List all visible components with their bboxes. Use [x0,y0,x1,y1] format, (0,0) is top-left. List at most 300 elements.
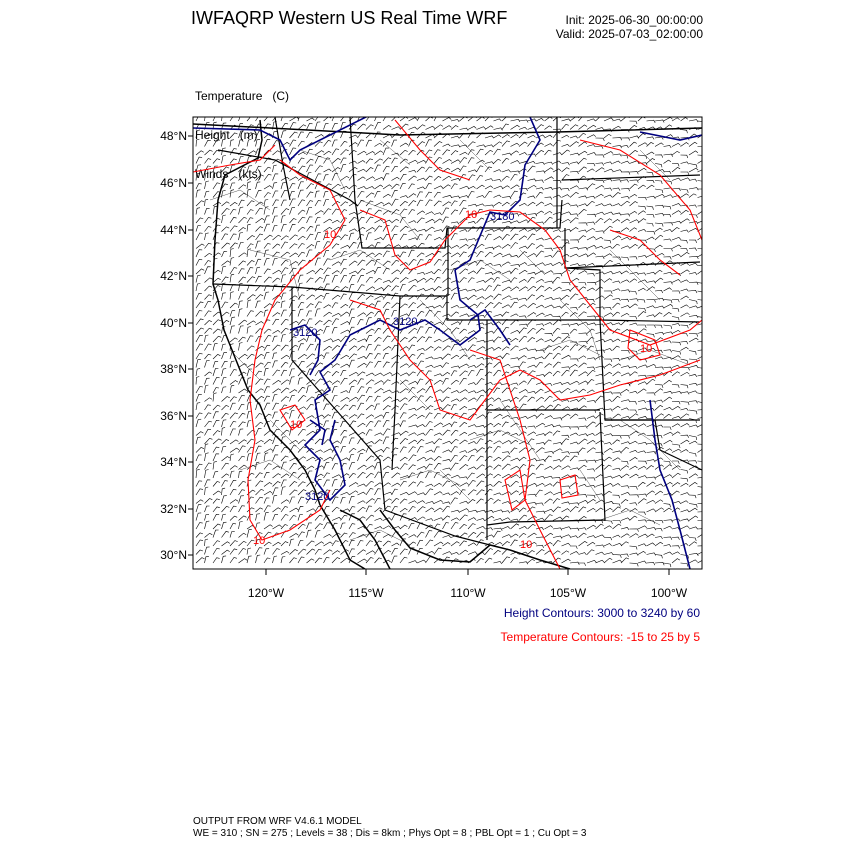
wind-barb [630,474,639,478]
wind-barb [213,454,219,461]
wind-barb [672,508,680,512]
wind-barb [596,163,604,166]
wind-barb [485,466,492,470]
wind-barb [400,389,408,393]
wind-barb [230,217,237,223]
wind-barb [417,160,426,163]
wind-barb [417,472,423,478]
wind-barb [553,320,561,325]
wind-barb [409,337,417,342]
wind-barb [596,256,605,259]
wind-barb [375,381,384,385]
wind-barb [536,550,544,555]
wind-barb [587,367,595,370]
wind-barb [349,438,354,444]
wind-barb [366,228,375,232]
wind-barb [468,383,476,385]
wind-barb [332,209,339,215]
wind-barb [596,414,604,419]
wind-barb [213,393,217,402]
wind-barb [502,305,510,308]
wind-barb [689,188,698,191]
wind-barb [545,177,554,181]
wind-barb [630,125,638,129]
wind-barb [630,150,638,155]
wind-barb [579,312,587,317]
wind-barb [196,157,202,163]
wind-barb [528,234,536,240]
wind-barb [681,368,690,371]
wind-barb [358,285,365,291]
wind-barb [647,159,655,164]
wind-barb [383,380,391,385]
wind-barb [519,562,528,565]
wind-barb [621,416,630,418]
wind-barb [536,286,544,291]
wind-barb [579,297,588,299]
wind-barb [451,196,460,199]
wind-barb [290,199,296,206]
wind-barb [315,466,324,470]
wind-barb [621,145,629,148]
wind-barb [451,253,460,257]
wind-barb [579,460,588,463]
wind-barb [341,364,350,367]
wind-barb [196,513,201,521]
wind-barb [256,227,263,232]
wind-barb [400,413,406,419]
wind-barb [264,396,270,401]
wind-barb [298,440,306,444]
wind-barb [247,244,254,249]
wind-barb [528,229,537,232]
wind-barb [587,560,596,563]
wind-barb [383,286,391,292]
wind-barb [528,272,537,275]
wind-barb [604,195,612,198]
wind-barb [332,244,339,249]
wind-barb [256,489,264,495]
wind-barb [290,208,296,215]
wind-barb [477,145,486,148]
wind-barb [332,140,338,147]
wind-barb [392,515,398,521]
wind-barb [409,507,416,513]
wind-barb [256,548,263,555]
wind-barb [341,421,346,427]
wind-barb [409,221,417,223]
wind-barb [247,218,253,223]
wind-barb [647,120,656,123]
wind-barb [604,246,612,248]
wind-barb [681,408,689,410]
wind-barb [273,380,281,384]
wind-barb [451,455,458,461]
wind-barb [341,391,349,393]
wind-barb [494,457,502,461]
wind-barb [298,354,307,359]
wind-barb [196,226,201,232]
wind-barb [298,473,305,478]
wind-barb [298,378,303,385]
wind-barb [536,118,544,121]
wind-barb [205,438,213,444]
wind-barb [511,519,519,522]
wind-barb [349,229,357,232]
wind-barb [332,441,340,444]
wind-barb [468,391,476,393]
wind-barb [349,233,354,240]
wind-barb [579,271,588,274]
wind-barb [298,344,304,351]
wind-barb [281,293,286,300]
wind-barb [545,492,553,495]
wind-barb [494,550,501,554]
wind-barb [332,558,340,563]
wind-barb [638,375,647,378]
wind-barb [434,439,442,444]
wind-barb [315,211,324,215]
wind-barb [383,166,390,172]
wind-barb [434,508,443,512]
wind-barb [273,151,281,155]
wind-barb [596,440,604,444]
wind-barb [494,149,501,155]
wind-barb [392,433,401,436]
wind-barb [366,125,374,130]
wind-barb [613,236,622,240]
wind-barb [570,323,579,325]
wind-barb [672,372,680,376]
wind-barb [545,248,553,251]
wind-barb [205,521,210,529]
wind-barb [553,371,560,376]
wind-barb [511,448,518,453]
wind-barb [613,323,621,325]
wind-barb [324,191,329,197]
wind-barb [553,536,562,539]
wind-barb [375,202,384,206]
wind-barb [247,346,255,351]
wind-barb [613,468,621,471]
wind-barb [375,415,384,419]
wind-barb [604,349,612,351]
wind-barb [230,234,237,240]
wind-barb [485,404,493,410]
wind-barb [698,317,705,321]
wind-barb [502,364,510,367]
wind-barb [511,383,519,386]
wind-barb [613,372,621,376]
wind-barb [664,249,673,252]
wind-barb [579,528,587,531]
wind-barb [587,153,596,156]
wind-barb [655,235,663,240]
wind-barb [621,500,628,504]
wind-barb [485,363,492,368]
wind-barb [443,346,451,351]
wind-barb [315,531,320,538]
wind-barb [553,316,561,319]
wind-barb [570,218,579,223]
wind-barb [341,245,350,248]
wind-barb [239,185,247,189]
wind-barb [536,448,545,453]
wind-barb [375,396,381,401]
wind-barb [477,364,485,368]
wind-barb [451,305,459,308]
wind-barb [256,116,263,121]
wind-barb [664,397,672,401]
wind-barb [315,151,324,155]
wind-barb [222,522,227,529]
wind-barb [451,405,457,410]
wind-barb [392,219,399,223]
wind-barb [570,427,579,430]
wind-barb [213,378,220,385]
wind-barb [519,133,527,138]
wind-barb [681,280,689,283]
wind-barb [341,447,346,453]
wind-barb [375,527,383,530]
wind-barb [451,210,458,215]
wind-barb [647,215,655,218]
wind-barb [417,361,424,368]
wind-barb [205,453,209,461]
wind-barb [222,132,227,138]
wind-barb [485,447,492,453]
wind-barb [392,199,399,206]
wind-barb [587,495,595,498]
wind-barb [239,242,244,248]
wind-barb [570,180,579,183]
wind-barb [681,372,690,376]
wind-barb [545,515,553,521]
wind-barb [579,465,587,469]
wind-barb [239,309,243,317]
wind-barb [689,553,698,556]
wind-barb [375,483,383,487]
wind-barb [366,362,373,368]
wind-barb [205,199,209,206]
wind-barb [672,291,680,294]
wind-barb [434,237,442,240]
wind-barb [681,501,689,504]
wind-barb [655,520,663,523]
wind-barb [400,499,407,504]
wind-barb [604,544,612,547]
wind-barb [239,496,244,504]
wind-barb [570,329,577,333]
longitude-labels [248,586,688,600]
wind-barb [638,461,647,464]
wind-barb [672,228,680,232]
wind-barb [630,529,639,532]
wind-barb [553,337,561,342]
wind-barb [579,230,587,233]
wind-barb [613,119,622,121]
wind-barb [655,385,663,388]
wind-barb [205,233,209,240]
wind-barb [358,275,365,282]
wind-barb [468,510,477,513]
wind-barb [443,363,450,368]
wind-barb [672,365,680,367]
wind-barb [511,320,519,325]
wind-barb [434,518,443,521]
wind-barb [587,433,595,435]
wind-barb [324,219,333,223]
wind-barb [536,279,544,282]
wind-barb [281,268,288,274]
wind-barb [502,141,510,147]
wind-barb [596,146,604,149]
wind-barb [511,171,520,174]
wind-barb [528,244,535,249]
wind-barb [485,234,492,240]
wind-barb [647,137,655,140]
wind-barb [596,535,605,538]
state-boundaries [213,117,702,545]
wind-barb [468,186,476,189]
wind-barb [358,124,366,130]
wind-barb [477,465,485,470]
wind-barb [222,457,230,462]
wind-barb [434,365,443,367]
wind-barb [273,183,278,189]
wind-barb [383,526,391,529]
wind-barb [366,405,374,410]
wind-barb [426,502,435,504]
wind-barb [264,506,271,512]
wind-barb [485,516,494,520]
wind-barb [621,358,630,361]
wind-barb [477,166,484,172]
wind-barb [332,303,338,308]
wind-barb [281,474,289,478]
wind-barb [681,385,689,389]
wind-barb [587,299,594,302]
wind-barb [562,367,571,370]
wind-barb [587,288,595,291]
wind-barb [681,347,689,350]
wind-barb [366,473,374,478]
wind-barb [400,557,407,563]
wind-barb [485,145,493,147]
wind-barb [281,362,288,367]
wind-barb [485,205,494,208]
wind-barb [400,143,408,146]
wind-barb [256,218,265,223]
wind-barb [358,559,367,563]
wind-barb [281,224,287,231]
wind-barb [273,389,281,393]
wind-barb [630,563,639,566]
wind-barb [638,526,647,529]
wind-barb [468,289,476,291]
wind-barb [239,326,244,334]
wind-barb [273,319,280,325]
wind-barb [689,256,698,259]
wind-barb [613,451,622,454]
wind-barb [426,472,432,478]
wind-barb [621,558,629,563]
wind-barb [230,516,237,520]
wind-barb [196,233,203,240]
wind-barb [460,244,469,248]
wind-barb [638,534,647,537]
wind-barb [604,526,612,529]
wind-barb [230,471,234,478]
wind-barb [196,377,199,385]
wind-barb [324,346,332,350]
wind-barb [247,182,251,189]
wind-barb [485,150,493,155]
wind-barb [256,523,261,529]
wind-barb [222,261,231,266]
wind-barb [264,345,270,350]
wind-barb [613,484,621,487]
wind-barb [332,364,340,368]
wind-barb [264,277,272,283]
wind-barb [511,366,520,369]
wind-barb [409,465,416,470]
wind-barb [528,185,537,189]
wind-barb [426,126,435,129]
wind-barb [307,549,316,555]
wind-barb [528,196,536,199]
wind-barb [587,274,595,277]
wind-barb [409,250,415,257]
wind-barb [630,291,637,295]
wind-barb [443,430,451,436]
wind-barb [375,518,383,520]
wind-barb [562,289,571,292]
wind-barb [579,188,588,191]
wind-barb [196,481,202,487]
wind-barb [358,439,364,444]
wind-barb [485,272,493,275]
wind-barb [349,318,355,325]
wind-barb [307,192,314,198]
wind-barb [281,551,289,554]
wind-barb [689,228,698,231]
wind-barb [630,414,639,419]
wind-barb [519,169,527,172]
wind-barb [630,299,639,302]
wind-barb [502,124,509,130]
wind-barb [604,204,612,206]
wind-barb [570,442,578,444]
wind-barb [349,507,355,512]
wind-barb [307,217,313,223]
wind-barb [443,294,451,300]
wind-barb [477,289,485,291]
wind-barb [553,551,560,555]
wind-barb [570,552,579,555]
wind-barb [528,303,536,308]
wind-barb [383,268,389,274]
wind-barb [655,137,663,140]
wind-barb [213,499,220,504]
wind-barb [417,337,425,342]
wind-barb [196,344,203,351]
wind-barb [213,150,220,155]
wind-barb [281,252,290,257]
wind-barb [196,284,200,292]
wind-barb [613,555,622,558]
wind-barb [511,125,520,129]
